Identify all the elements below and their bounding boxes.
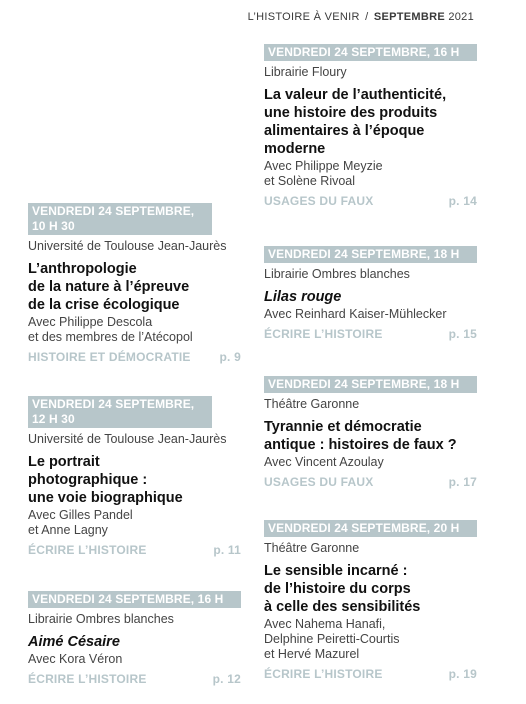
event-speaker-line: Avec Kora Véron [28,652,123,666]
event-speakers [264,455,477,470]
event-date-band [28,591,241,608]
event-date-line: VENDREDI 24 SEPTEMBRE, 18 H [268,247,460,261]
event-category: ÉCRIRE L’HISTOIRE [28,672,147,686]
event-date-band [264,44,477,61]
event-title [28,453,241,507]
event-venue: Théâtre Garonne [264,397,360,411]
event-speakers [264,159,477,189]
event-date-band [28,203,212,235]
event-category: ÉCRIRE L’HISTOIRE [264,327,383,341]
event-title-line: photographique : [28,472,148,488]
event-time-line: 10 H 30 [32,219,75,233]
event-speaker-line: Avec Gilles Pandel [28,508,133,522]
event-date-line: VENDREDI 24 SEPTEMBRE, 16 H [268,45,460,59]
event-title-line: de la crise écologique [28,297,180,313]
event-speakers [28,508,241,538]
event-date-band [28,396,212,428]
event-title-line: Aimé Césaire [28,634,120,650]
event-title-line: de l’histoire du corps [264,581,411,597]
event-category: USAGES DU FAUX [264,194,374,208]
event-speaker-line: et des membres de l’Atécopol [28,330,193,344]
header-year: 2021 [448,11,474,23]
event-date-line: VENDREDI 24 SEPTEMBRE, 20 H [268,521,460,535]
event-title-line: Tyrannie et démocratie [264,419,422,435]
event-veron [28,591,241,686]
event-speaker-line: et Anne Lagny [28,523,108,537]
event-page-ref: p. 9 [219,350,241,364]
event-speaker-line: Delphine Peiretti-Courtis [264,632,400,646]
event-title-line: La valeur de l’authenticité, [264,87,447,103]
event-speakers [28,315,241,345]
event-pandel [28,396,241,557]
event-date-band [264,376,477,393]
event-kaiser-muhlecker [264,246,477,341]
event-category: HISTOIRE ET DÉMOCRATIE [28,350,191,364]
event-title [264,86,477,158]
event-date-line: VENDREDI 24 SEPTEMBRE, [32,397,195,411]
event-title-line: Le portrait [28,454,100,470]
publication-name: L’HISTOIRE À VENIR [247,11,360,23]
event-date-band [264,246,477,263]
event-speaker-line: et Hervé Mazurel [264,647,360,661]
event-venue: Théâtre Garonne [264,541,360,555]
event-category: USAGES DU FAUX [264,475,374,489]
event-footer [28,543,241,557]
event-footer [264,327,477,341]
event-title-line: L’anthropologie [28,261,137,277]
event-category: ÉCRIRE L’HISTOIRE [28,543,147,557]
event-hanafi [264,520,477,681]
event-title-line: moderne [264,141,326,157]
event-azoulay [264,376,477,489]
event-speaker-line: Avec Philippe Descola [28,315,153,329]
event-title-line: antique : histoires de faux ? [264,437,457,453]
event-venue: Librairie Ombres blanches [28,612,174,626]
event-title [264,418,477,454]
event-date-band [264,520,477,537]
event-venue: Université de Toulouse Jean-Jaurès [28,239,227,253]
event-title-line: une histoire des produits [264,105,438,121]
event-footer [28,672,241,686]
event-title-line: à celle des sensibilités [264,599,421,615]
event-title-line: alimentaires à l’époque [264,123,425,139]
event-page-ref: p. 17 [448,475,477,489]
event-date-line: VENDREDI 24 SEPTEMBRE, 18 H [268,377,460,391]
event-speakers [28,652,241,667]
event-title-line: une voie biographique [28,490,183,506]
event-date-line: VENDREDI 24 SEPTEMBRE, [32,204,195,218]
event-speakers [264,307,477,322]
event-page-ref: p. 12 [212,672,241,686]
event-title-line: Lilas rouge [264,289,342,305]
event-title [28,260,241,314]
event-footer [264,475,477,489]
event-page-ref: p. 14 [448,194,477,208]
event-footer [264,667,477,681]
event-descola [28,203,241,364]
event-footer [28,350,241,364]
event-title-line: de la nature à l’épreuve [28,279,190,295]
event-speaker-line: Avec Philippe Meyzie [264,159,383,173]
event-date-line: VENDREDI 24 SEPTEMBRE, 16 H [32,592,224,606]
event-venue: Librairie Ombres blanches [264,267,410,281]
event-speaker-line: et Solène Rivoal [264,174,356,188]
event-meyzie [264,44,477,208]
event-venue: Université de Toulouse Jean-Jaurès [28,432,227,446]
event-title-line: Le sensible incarné : [264,563,408,579]
event-footer [264,194,477,208]
header-separator: / [365,11,369,23]
event-speaker-line: Avec Vincent Azoulay [264,455,384,469]
header-month: SEPTEMBRE [373,11,445,23]
event-speaker-line: Avec Reinhard Kaiser-Mühlecker [264,307,447,321]
event-page-ref: p. 15 [448,327,477,341]
event-speaker-line: Avec Nahema Hanafi, [264,617,386,631]
event-title [28,633,241,651]
page-header [248,11,474,23]
event-title [264,288,477,306]
event-title [264,562,477,616]
event-time-line: 12 H 30 [32,412,75,426]
event-venue: Librairie Floury [264,65,347,79]
event-speakers [264,617,477,662]
event-page-ref: p. 19 [448,667,477,681]
event-category: ÉCRIRE L’HISTOIRE [264,667,383,681]
event-page-ref: p. 11 [213,543,241,557]
